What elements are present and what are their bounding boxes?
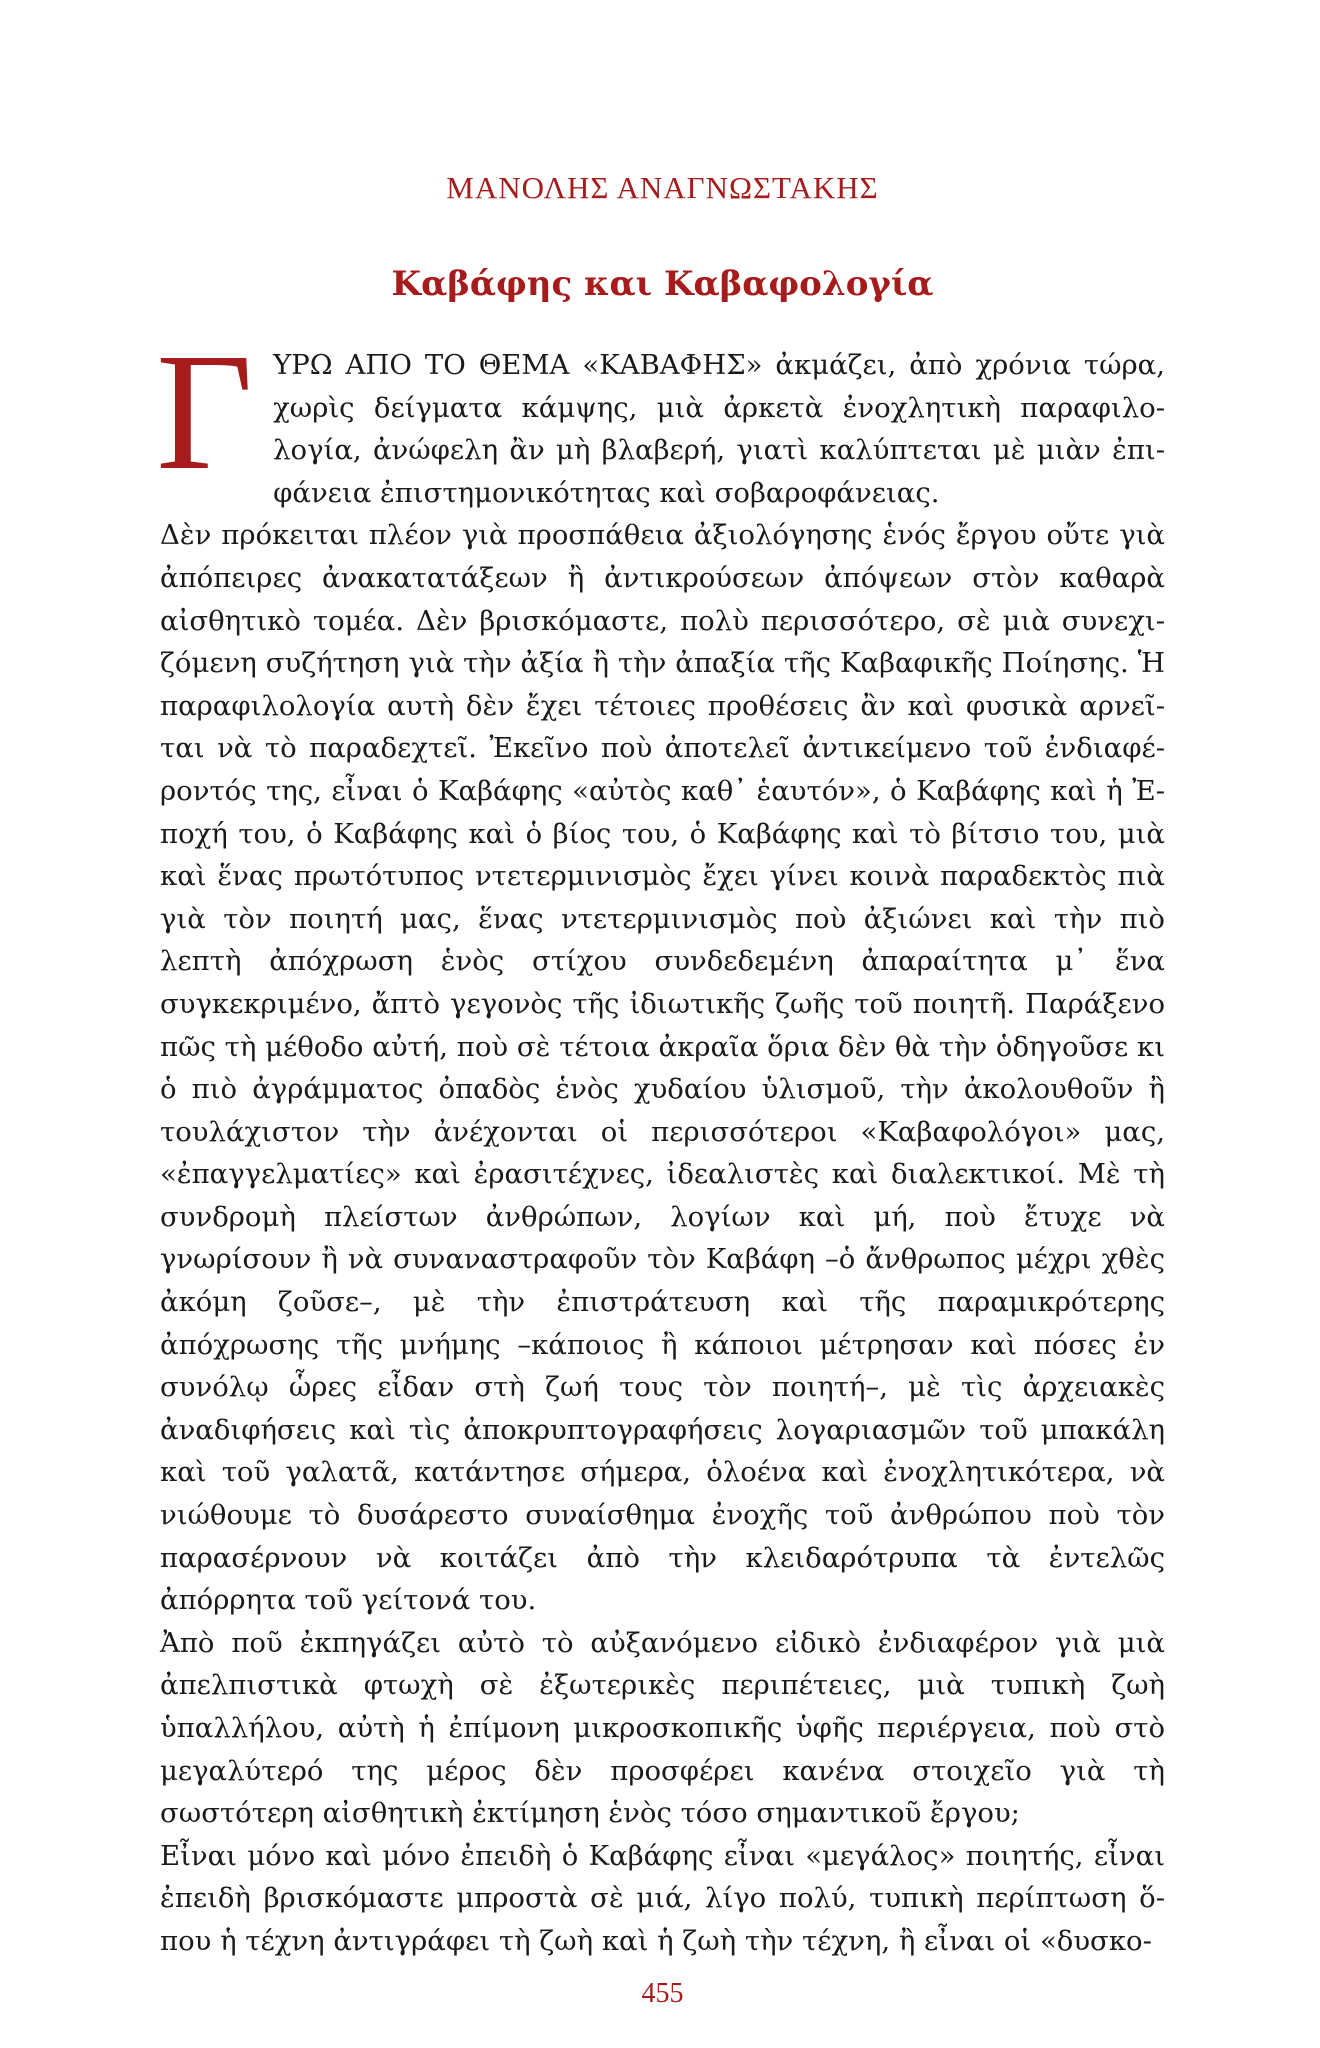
paragraph-4: Εἶναι μόνο καὶ μόνο ἐπειδὴ ὁ Καβάφης εἶναι «μεγάλος» ποιητής, εἶναι ἐπειδὴ βρισκόμαστε μπροστὰ σὲ μιά, λίγο πολύ, τυπικὴ περίπτωση ὅπου ἡ τέχνη ἀντιγράφει τὴ ζωὴ καὶ ἡ ζωὴ τὴν τέχνη, ἢ εἶναι οἱ «δυσκο- [160, 1839, 1165, 1957]
paragraph-1 [156, 319, 1165, 514]
article-title: Καβάφης και Καβαφολογία [391, 264, 934, 304]
paragraph-2: Δὲν πρόκειται πλέον γιὰ προσπάθεια ἀξιολόγησης ἑνός ἔργου οὔτε γιὰ ἀπόπειρες ἀνακατατάξεων ἢ ἀντικρούσεων ἀπόψεων στὸν καθαρὰ αἰσθητικὸ τομέα. Δὲν βρισκόμαστε, πολὺ περισσότερο, σὲ μιὰ συνεχιζόμενη συζήτηση γιὰ τὴν ἀξία ἢ τὴν ἀπαξία τῆς Καβαφικῆς Ποίησης. Ἡ παραφιλολογία αυτὴ δὲν ἔχει τέτοιες προθέσεις ἂν καὶ φυσικὰ αρνεῖται νὰ τὸ παραδεχτεῖ. Ἐκεῖνο ποὺ ἀποτελεῖ ἀντικείμενο τοῦ ἐνδιαφέροντός της, εἶναι ὁ Καβάφης «αὐτὸς καθ᾽ ἑαυτόν», ὁ Καβάφης καὶ ἡ Ἐποχή του, ὁ Καβάφης καὶ ὁ βίος του, ὁ Καβάφης καὶ τὸ βίτσιο του, μιὰ καὶ ἕνας πρωτότυπος ντετερμινισμὸς ἔχει γίνει κοινὰ παραδεκτὸς πιὰ γιὰ τὸν ποιητή μας, ἕνας ντετερμινισμὸς ποὺ ἀξιώνει καὶ τὴν πιὸ λεπτὴ ἀπόχρωση ἑνὸς στίχου συνδεδεμένη ἀπαραίτητα μ᾽ ἕνα συγκεκριμένο, ἄπτὸ γεγονὸς τῆς ἰδιωτικῆς ζωῆς τοῦ ποιητῆ. Παράξενο πῶς τὴ μέθοδο αὐτή, ποὺ σὲ τέτοια ἀκραῖα ὅρια δὲν θὰ τὴν ὁδηγοῦσε κι ὁ πιὸ ἀγράμματος ὀπαδὸς ἑνὸς χυδαίου ὑλισμοῦ, τὴν ἀκολουθοῦν ἢ τουλάχιστον τὴν ἀνέχονται οἱ περισσότεροι «Καβαφολόγοι» μας, «ἐπαγγελματίες» καὶ ἐρασιτέχνες, ἰδεαλιστὲς καὶ διαλεκτικοί. Μὲ τὴ συνδρομὴ πλείστων ἀνθρώπων, λογίων καὶ μή, ποὺ ἔτυχε νὰ γνωρίσουν ἢ νὰ συναναστραφοῦν τὸν Καβάφη –ὁ ἄνθρωπος μέχρι χθὲς ἀκόμη ζοῦσε–, μὲ τὴν ἐπιστράτευση καὶ τῆς παραμικρότερης ἀπόχρωσης τῆς μνήμης –κάποιος ἢ κάποιοι μέτρησαν καὶ πόσες ἐν συνόλῳ ὧρες εἶδαν στὴ ζωή τους τὸν ποιητή–, μὲ τὶς ἀρχειακὲς ἀναδιφήσεις καὶ τὶς ἀποκρυπτογραφήσεις λογαριασμῶν τοῦ μπακάλη καὶ τοῦ γαλατᾶ, κατάντησε σήμερα, ὁλοένα καὶ ἐνοχλητικότερα, νὰ νιώθουμε τὸ δυσάρεστο συναίσθημα ἐνοχῆς τοῦ ἀνθρώπου ποὺ τὸν παρασέρνουν νὰ κοιτάζει ἀπὸ τὴν κλειδαρότρυπα τὰ ἐντελῶς ἀπόρρητα τοῦ γείτονά του. [160, 519, 1165, 1617]
page-number: 455 [641, 1978, 684, 2009]
author-name: ΜΑΝΟΛΗΣ ΑΝΑΓΝΩΣΤΑΚΗΣ [446, 170, 879, 205]
paragraph-text: ΥΡΩ ΑΠΟ ΤΟ ΘΕΜΑ «ΚΑΒΑΦΗΣ» ἀκμάζει, ἀπὸ χρόνια τώρα, χωρὶς δείγματα κάμψης, μιὰ ἀρκετὰ ἐνοχλητικὴ παραφιλολογία, ἀνώφελη ἂν μὴ βλαβερή, γιατὶ καλύπτεται μὲ μιὰν ἐπιφάνεια ἐπιστημονικότητας καὶ σοβαροφάνειας. [273, 349, 1165, 509]
article-body [156, 319, 1165, 1963]
drop-cap: Γ [156, 319, 254, 505]
paragraph-3: Ἀπὸ ποῦ ἐκπηγάζει αὐτὸ τὸ αὐξανόμενο εἰδικὸ ἐνδιαφέρον γιὰ μιὰ ἀπελπιστικὰ φτωχὴ σὲ ἐξωτερικὲς περιπέτειες, μιὰ τυπικὴ ζωὴ ὑπαλλήλου, αὐτὴ ἡ ἐπίμονη μικροσκοπικῆς ὑφῆς περιέργεια, ποὺ στὸ μεγαλύτερό της μέρος δὲν προσφέρει κανένα στοιχεῖο γιὰ τὴ σωστότερη αἰσθητικὴ ἐκτίμηση ἑνὸς τόσο σημαντικοῦ ἔργου; [160, 1626, 1165, 1830]
document-page [156, 160, 1165, 2010]
